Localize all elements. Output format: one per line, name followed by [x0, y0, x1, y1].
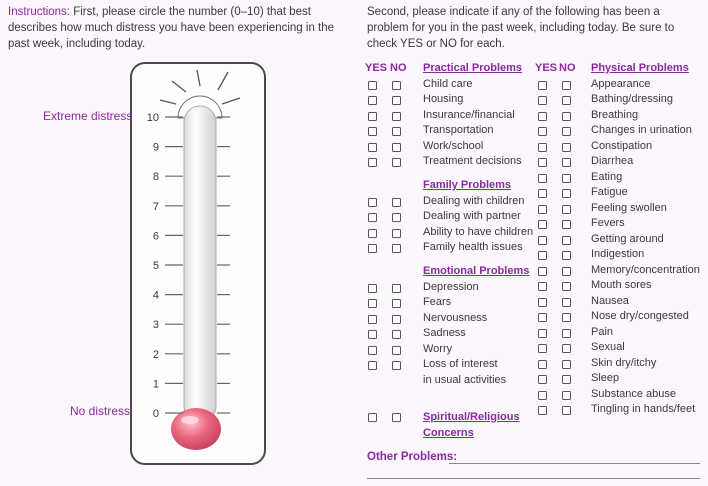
practical-heading: Practical Problems — [423, 62, 523, 74]
physical-no-checkbox[interactable] — [562, 205, 571, 214]
spiritual-no-checkbox[interactable] — [392, 413, 401, 422]
family-yes-checkbox[interactable] — [368, 198, 377, 207]
physical-yes-checkbox[interactable] — [538, 360, 547, 369]
practical-yes-checkbox[interactable] — [368, 158, 377, 167]
physical-no-checkbox[interactable] — [562, 375, 571, 384]
physical-yes-checkbox[interactable] — [538, 298, 547, 307]
practical-no-checkbox[interactable] — [392, 127, 401, 136]
physical-item-label: Constipation — [591, 139, 653, 152]
family-heading: Family Problems — [423, 179, 512, 191]
scale-number-4[interactable]: 4 — [152, 289, 159, 302]
physical-no-checkbox[interactable] — [562, 143, 571, 152]
physical-no-checkbox[interactable] — [562, 298, 571, 307]
scale-number-5[interactable]: 5 — [152, 260, 159, 272]
physical-item-label: Breathing — [591, 108, 639, 121]
spiritual-heading-line2: Concerns — [423, 427, 474, 439]
family-no-checkbox[interactable] — [392, 229, 401, 238]
physical-yes-checkbox[interactable] — [538, 344, 547, 353]
scale-number-9[interactable]: 9 — [152, 141, 159, 154]
physical-yes-checkbox[interactable] — [538, 81, 547, 90]
physical-heading: Physical Problems — [591, 62, 689, 74]
emotional-item-label: Fears — [423, 296, 452, 308]
physical-item-label: Appearance — [591, 77, 651, 90]
practical-no-checkbox[interactable] — [392, 81, 401, 90]
physical-yes-checkbox[interactable] — [538, 174, 547, 183]
physical-yes-checkbox[interactable] — [538, 267, 547, 276]
emotional-item-label: Sadness — [423, 327, 466, 339]
practical-no-checkbox[interactable] — [392, 143, 401, 152]
emotional-no-checkbox[interactable] — [392, 315, 401, 324]
family-no-checkbox[interactable] — [392, 213, 401, 222]
family-yes-checkbox[interactable] — [368, 229, 377, 238]
part2-intro: Second, please indicate if any of the following has been a problem for you in the past week, including today. Be sure to check YES or NO for each. — [367, 6, 675, 50]
practical-yes-checkbox[interactable] — [368, 96, 377, 105]
physical-yes-checkbox[interactable] — [538, 236, 547, 245]
physical-item-label: Tingling in hands/feet — [591, 403, 696, 415]
other-problems-line-1[interactable] — [449, 463, 700, 464]
physical-yes-checkbox[interactable] — [538, 251, 547, 260]
family-item-label: Dealing with children — [423, 194, 525, 207]
physical-no-checkbox[interactable] — [562, 220, 571, 229]
physical-no-checkbox[interactable] — [562, 96, 571, 105]
other-problems-label: Other Problems: — [367, 451, 458, 463]
physical-yes-checkbox[interactable] — [538, 96, 547, 105]
physical-yes-checkbox[interactable] — [538, 127, 547, 136]
physical-item-label: Diarrhea — [591, 155, 634, 167]
physical-no-checkbox[interactable] — [562, 236, 571, 245]
physical-no-checkbox[interactable] — [562, 282, 571, 291]
practical-item-label: Work/school — [423, 139, 484, 152]
practical-no-checkbox[interactable] — [392, 96, 401, 105]
thermometer-bulb — [171, 408, 221, 450]
emotional-yes-checkbox[interactable] — [368, 284, 377, 293]
emotional-no-checkbox[interactable] — [392, 284, 401, 293]
physical-item-label: Bathing/dressing — [591, 93, 673, 105]
spiritual-yes-checkbox[interactable] — [368, 413, 377, 422]
physical-yes-checkbox[interactable] — [538, 189, 547, 198]
physical-yes-checkbox[interactable] — [538, 313, 547, 322]
emotional-item-label: Worry — [423, 342, 453, 355]
physical-yes-checkbox[interactable] — [538, 375, 547, 384]
family-no-checkbox[interactable] — [392, 198, 401, 207]
emotional-item-label: Loss of interest — [423, 358, 498, 370]
physical-no-checkbox[interactable] — [562, 127, 571, 136]
other-problems-line-2[interactable] — [367, 478, 700, 479]
emotional-item-label: Nervousness — [423, 311, 488, 324]
physical-item-label: Substance abuse — [591, 387, 677, 400]
no-header-left: NO — [390, 62, 407, 74]
physical-item-label: Skin dry/itchy — [591, 356, 657, 369]
emotional-yes-checkbox[interactable] — [368, 299, 377, 308]
emotional-item-label: Depression — [423, 280, 479, 293]
yes-header-right: YES — [535, 62, 558, 74]
physical-item-label: Getting around — [591, 232, 664, 245]
practical-yes-checkbox[interactable] — [368, 112, 377, 121]
emotional-yes-checkbox[interactable] — [368, 330, 377, 339]
physical-no-checkbox[interactable] — [562, 112, 571, 121]
physical-yes-checkbox[interactable] — [538, 143, 547, 152]
practical-yes-checkbox[interactable] — [368, 81, 377, 90]
emotional-yes-checkbox[interactable] — [368, 346, 377, 355]
physical-yes-checkbox[interactable] — [538, 220, 547, 229]
physical-item-label: Indigestion — [591, 248, 645, 260]
family-item-label: Family health issues — [423, 241, 523, 253]
physical-no-checkbox[interactable] — [562, 313, 571, 322]
family-item-label: Dealing with partner — [423, 210, 521, 222]
emotional-no-checkbox[interactable] — [392, 361, 401, 370]
scale-number-10[interactable]: 10 — [146, 112, 159, 124]
physical-item-label: Eating — [591, 170, 623, 183]
scale-number-7[interactable]: 7 — [152, 200, 159, 213]
scale-number-1[interactable]: 1 — [152, 378, 159, 391]
practical-no-checkbox[interactable] — [392, 158, 401, 167]
physical-item-label: Sleep — [591, 372, 620, 384]
physical-no-checkbox[interactable] — [562, 344, 571, 353]
emotional-no-checkbox[interactable] — [392, 330, 401, 339]
physical-yes-checkbox[interactable] — [538, 406, 547, 415]
physical-item-label: Pain — [591, 325, 614, 338]
physical-no-checkbox[interactable] — [562, 267, 571, 276]
family-yes-checkbox[interactable] — [368, 244, 377, 253]
no-distress-label: No distress — [70, 404, 131, 418]
emotional-heading: Emotional Problems — [423, 265, 530, 277]
physical-no-checkbox[interactable] — [562, 174, 571, 183]
instructions-body: First, please circle the number (0–10) that best describes how much distress you have been experiencing in the past week, including today. — [8, 6, 335, 50]
physical-item-label: Memory/concentration — [591, 263, 700, 276]
physical-item-label: Nose dry/congested — [591, 310, 689, 322]
scale-number-0[interactable]: 0 — [152, 408, 159, 420]
practical-item-label: Child care — [423, 77, 473, 90]
practical-no-checkbox[interactable] — [392, 112, 401, 121]
physical-no-checkbox[interactable] — [562, 329, 571, 338]
family-item-label: Ability to have children — [423, 225, 534, 238]
physical-item-label: Feeling swollen — [591, 201, 667, 214]
physical-item-label: Nausea — [591, 294, 629, 307]
practical-yes-checkbox[interactable] — [368, 143, 377, 152]
physical-item-label: Fatigue — [591, 186, 628, 198]
emotional-yes-checkbox[interactable] — [368, 315, 377, 324]
physical-no-checkbox[interactable] — [562, 406, 571, 415]
scale-number-8[interactable]: 8 — [152, 171, 159, 184]
practical-item-label: Transportation — [423, 124, 494, 136]
no-header-right: NO — [559, 62, 576, 74]
emotional-item-label: in usual activities — [423, 373, 507, 386]
emotional-no-checkbox[interactable] — [392, 299, 401, 308]
physical-item-label: Mouth sores — [591, 279, 652, 291]
physical-no-checkbox[interactable] — [562, 158, 571, 167]
practical-item-label: Insurance/financial — [423, 108, 515, 121]
instructions-lead: Instructions: — [8, 6, 70, 18]
scale-number-3[interactable]: 3 — [152, 319, 159, 332]
spiritual-heading: Spiritual/Religious — [423, 411, 520, 423]
practical-item-label: Treatment decisions — [423, 155, 522, 167]
extreme-distress-label: Extreme distress — [43, 109, 133, 123]
physical-no-checkbox[interactable] — [562, 189, 571, 198]
physical-no-checkbox[interactable] — [562, 391, 571, 400]
physical-item-label: Sexual — [591, 341, 625, 353]
physical-item-label: Fevers — [591, 217, 625, 229]
thermometer-tube — [184, 106, 216, 422]
physical-yes-checkbox[interactable] — [538, 158, 547, 167]
emotional-no-checkbox[interactable] — [392, 346, 401, 355]
physical-yes-checkbox[interactable] — [538, 205, 547, 214]
physical-no-checkbox[interactable] — [562, 251, 571, 260]
practical-yes-checkbox[interactable] — [368, 127, 377, 136]
scale-number-6[interactable]: 6 — [152, 230, 159, 243]
physical-item-label: Changes in urination — [591, 124, 692, 136]
physical-yes-checkbox[interactable] — [538, 282, 547, 291]
emotional-yes-checkbox[interactable] — [368, 361, 377, 370]
practical-item-label: Housing — [423, 93, 464, 105]
physical-yes-checkbox[interactable] — [538, 329, 547, 338]
scale-number-2[interactable]: 2 — [152, 348, 159, 361]
family-no-checkbox[interactable] — [392, 244, 401, 253]
family-yes-checkbox[interactable] — [368, 213, 377, 222]
physical-yes-checkbox[interactable] — [538, 112, 547, 121]
yes-header-left: YES — [365, 62, 388, 74]
physical-no-checkbox[interactable] — [562, 81, 571, 90]
physical-yes-checkbox[interactable] — [538, 391, 547, 400]
physical-no-checkbox[interactable] — [562, 360, 571, 369]
